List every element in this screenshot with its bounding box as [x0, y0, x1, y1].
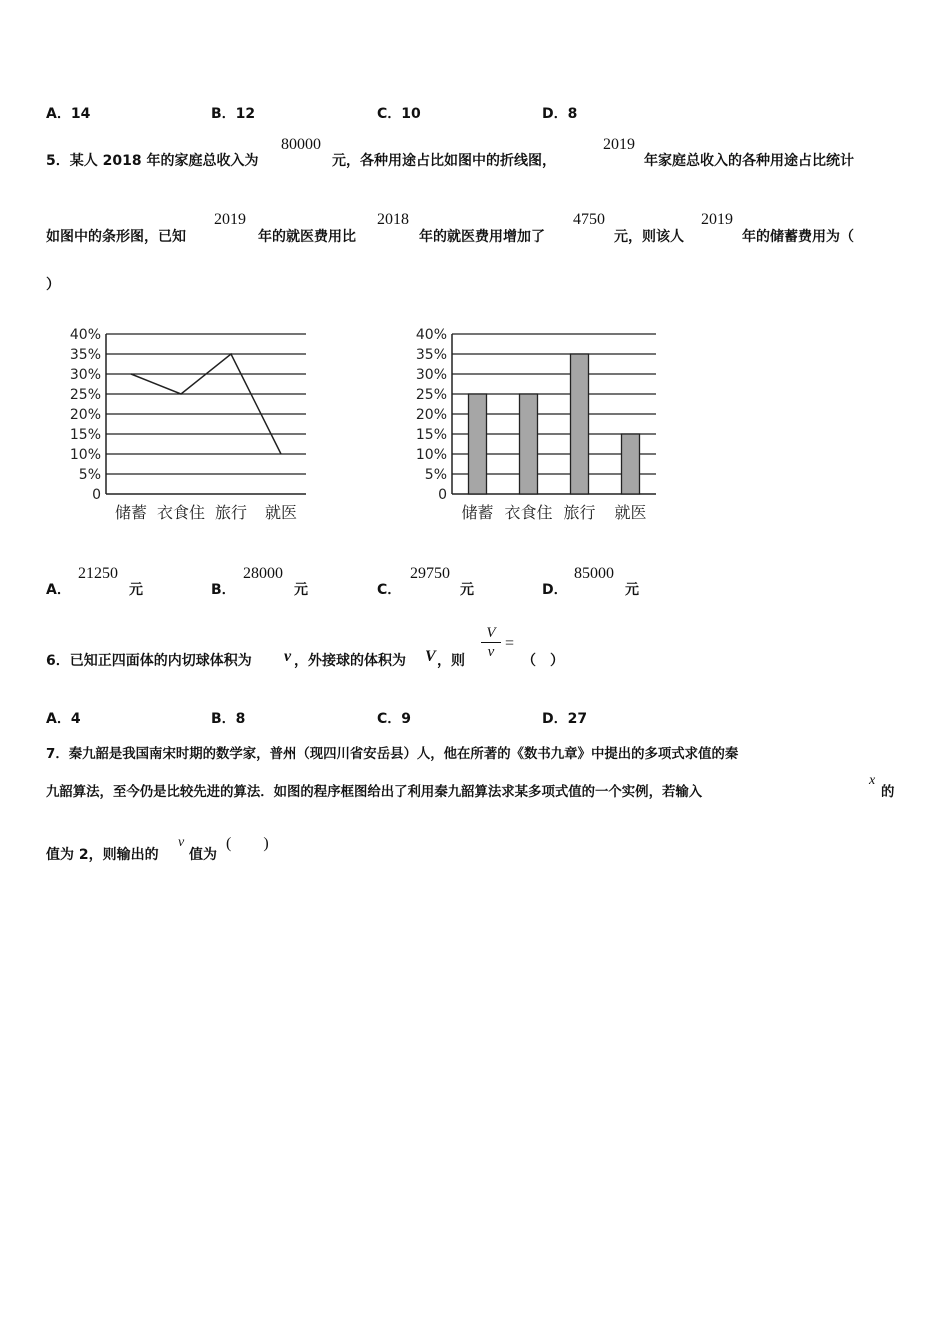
y-tick-label: 5% — [424, 467, 447, 483]
y-tick-label: 10% — [69, 447, 101, 463]
q5-math-2019c: 2019 — [701, 211, 733, 228]
q6-option-b: B．8 — [211, 711, 246, 727]
q6-fraction-denominator: v — [487, 644, 495, 660]
q5-text-6: 年的就医费用增加了 — [419, 229, 545, 245]
q6-text-2: ，外接球的体积为 — [294, 653, 406, 669]
q5-option-b-unit: 元 — [294, 582, 308, 598]
q6-var-v: v — [284, 648, 292, 665]
q7-var-x: x — [869, 773, 876, 788]
q5-text-8: 年的储蓄费用为（ — [742, 229, 854, 245]
y-tick-label: 40% — [415, 327, 447, 343]
q5-text-4: 如图中的条形图，已知 — [46, 229, 186, 245]
y-tick-label: 0 — [92, 487, 101, 503]
q5-math-2019b: 2019 — [214, 211, 246, 228]
q6-fraction-numerator: V — [486, 625, 496, 641]
q5-option-a-letter: A． — [46, 582, 71, 598]
bar — [469, 394, 487, 494]
y-tick-label: 25% — [69, 387, 101, 403]
bar — [571, 354, 589, 494]
category-label: 旅行 — [214, 503, 248, 522]
bar-chart — [390, 318, 680, 533]
q7-line-1: 7．秦九韶是我国南宋时期的数学家，普州（现四川省安岳县）人，他在所著的《数书九章》中提出的多项式求值的秦 — [46, 747, 739, 762]
q5-math-4750: 4750 — [573, 211, 605, 228]
q5-option-d-letter: D． — [542, 582, 568, 598]
q7-var-v: v — [178, 835, 185, 850]
y-tick-label: 25% — [415, 387, 447, 403]
bar — [520, 394, 538, 494]
q5-text-5: 年的就医费用比 — [258, 229, 356, 245]
q6-fraction-bar — [481, 642, 501, 643]
category-label: 就医 — [614, 503, 647, 522]
q5-option-b-letter: B． — [211, 582, 236, 598]
q5-math-2019a: 2019 — [603, 136, 635, 153]
q5-option-a-value: 21250 — [78, 565, 118, 582]
q5-option-c-letter: C． — [377, 582, 402, 598]
y-tick-label: 20% — [69, 407, 101, 423]
q7-line-2: 九韶算法，至今仍是比较先进的算法．如图的程序框图给出了利用秦九韶算法求某多项式值的一个实例，若输入 — [46, 785, 703, 800]
y-tick-label: 30% — [69, 367, 101, 383]
q4-option-c: C．10 — [377, 106, 421, 122]
q4-option-b: B．12 — [211, 106, 256, 122]
y-tick-label: 10% — [415, 447, 447, 463]
q6-text-4: （ ） — [522, 653, 564, 669]
q5-math-80000: 80000 — [281, 136, 321, 153]
y-tick-label: 40% — [69, 327, 101, 343]
category-label: 储蓄 — [114, 503, 148, 522]
q6-equals: = — [505, 635, 515, 652]
category-label: 旅行 — [563, 503, 596, 522]
q5-text-2: 元，各种用途占比如图中的折线图， — [332, 153, 556, 169]
q5-option-c-value: 29750 — [410, 565, 450, 582]
q6-option-d: D．27 — [542, 711, 588, 727]
category-label: 衣食住 — [504, 503, 553, 522]
q5-option-b-value: 28000 — [243, 565, 283, 582]
y-tick-label: 35% — [415, 347, 447, 363]
q5-text-3: 年家庭总收入的各种用途占比统计 — [644, 153, 854, 169]
y-tick-label: 15% — [415, 427, 447, 443]
q6-var-V: V — [425, 648, 436, 665]
q5-option-d-unit: 元 — [625, 582, 639, 598]
category-label: 储蓄 — [461, 503, 494, 522]
q7-line-3b: 值为 — [189, 847, 217, 863]
line-series — [131, 354, 281, 454]
q6-option-c: C．9 — [377, 711, 412, 727]
q5-text-7: 元，则该人 — [614, 229, 684, 245]
category-label: 衣食住 — [156, 503, 206, 522]
y-tick-label: 20% — [415, 407, 447, 423]
bar — [622, 434, 640, 494]
y-tick-label: 15% — [69, 427, 101, 443]
q5-text-9: ） — [46, 277, 60, 293]
q7-line-2-end: 的 — [881, 785, 895, 800]
q5-option-a-unit: 元 — [129, 582, 143, 598]
y-tick-label: 5% — [78, 467, 101, 483]
q6-option-a: A．4 — [46, 711, 81, 727]
y-tick-label: 30% — [415, 367, 447, 383]
q7-line-3a: 值为 2，则输出的 — [46, 847, 159, 863]
q5-option-d-value: 85000 — [574, 565, 614, 582]
q4-option-d: D．8 — [542, 106, 578, 122]
q5-math-2018: 2018 — [377, 211, 409, 228]
q6-text-1: 6．已知正四面体的内切球体积为 — [46, 653, 252, 669]
q4-option-a: A．14 — [46, 106, 91, 122]
q6-text-3: ，则 — [437, 653, 465, 669]
q7-answer-paren: ( ) — [226, 835, 269, 852]
q5-text-1: 5．某人 2018 年的家庭总收入为 — [46, 153, 259, 169]
q6-fraction — [481, 625, 501, 660]
q5-option-c-unit: 元 — [460, 582, 474, 598]
category-label: 就医 — [264, 503, 298, 522]
line-chart — [40, 318, 330, 533]
y-tick-label: 0 — [438, 487, 447, 503]
y-tick-label: 35% — [69, 347, 101, 363]
